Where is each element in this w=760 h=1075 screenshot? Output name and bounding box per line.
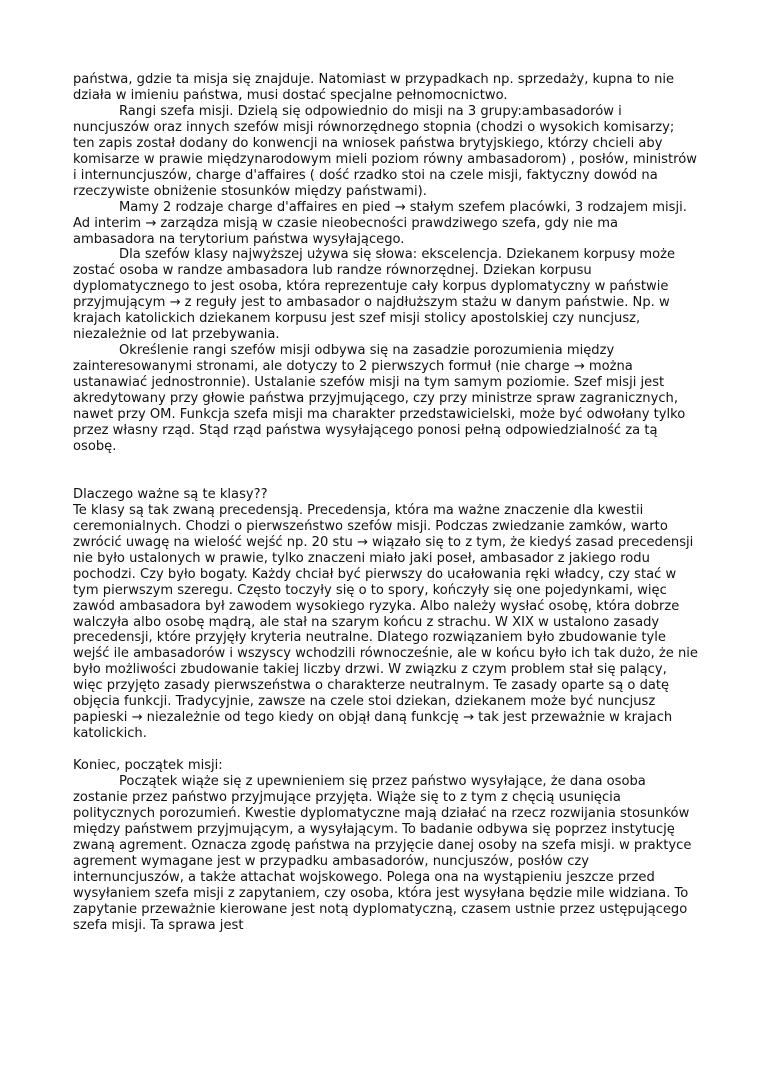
section-spacer: [73, 742, 698, 758]
paragraph-continuation: państwa, gdzie ta misja się znajduje. Natomiast w przypadkach np. sprzedaży, kupna to nie działa w imieniu państwa, musi dostać specjalne pełnomocnictwo.: [73, 72, 675, 103]
document-body: [73, 72, 698, 934]
paragraph-charge-daffaires: Mamy 2 rodzaje charge d'affaires en pied → stałym szefem placówki, 3 rodzajem misji. Ad interim → zarządza misją w czasie nieobecności prawdziwego szefa, gdy nie ma ambasadora na terytorium państwa wysyłającego.: [73, 199, 687, 247]
section-spacer: [73, 455, 698, 487]
section-heading-classes: Dlaczego ważne są te klasy??: [73, 486, 268, 502]
paragraph-rank-determination: Określenie rangi szefów misji odbywa się na zasadzie porozumienia między zainteresowanymi stronami, ale dotyczy to 2 pierwszych formuł (nie charge → można ustanawiać jednostronnie). Ustalanie szefów misji na tym samym poziomie. Szef misji jest akredytowany przy głowie państwa przyjmującego, czy przy ministrze spraw zagranicznych, nawet przy OM. Funkcja szefa misji ma charakter przedstawicielski, może być odwołany tylko przez własny rząd. Stąd rząd państwa wysyłającego ponosi pełną odpowiedzialność za tą osobę.: [73, 343, 686, 454]
paragraph-mission-ranks: Rangi szefa misji. Dzielą się odpowiednio do misji na 3 grupy:ambasadorów i nuncjuszów oraz innych szefów misji równorzędnego stopnia (chodzi o wysokich komisarzy; ten zapis został dodany do konwencji na wniosek państwa brytyjskiego, którzy chcieli aby komisarze w prawie międzynarodowym mieli poziom równy ambasadorom) , posłów, ministrów i internuncjuszów, charge d'affaires ( dość rzadko stoi na czele misji, faktyczny dowód na rzeczywiste obniżenie stosunków między państwami).: [73, 103, 697, 199]
paragraph-excellency-dean: Dla szefów klasy najwyższej używa się słowa: ekscelencja. Dziekanem korpusy może zostać osoba w randze ambasadora lub randze równorzędnej. Dziekan korpusu dyplomatycznego to jest osoba, która reprezentuje cały korpus dyplomatyczny w państwie przyjmującym → z reguły jest to ambasador o najdłuższym stażu w danym państwie. Np. w krajach katolickich dziekanem korpusu jest szef misji stolicy apostolskiej czy nuncjusz, niezależnie od lat przebywania.: [73, 247, 676, 343]
paragraph-precedence: Te klasy są tak zwaną precedensją. Precedensja, która ma ważne znaczenie dla kwestii ceremonialnych. Chodzi o pierwszeństwo szefów misji. Podczas zwiedzanie zamków, warto zwrócić uwagę na wielość wejść np. 20 stu → wiązało się to z tym, że kiedyś zasad precedensji nie było ustalonych w prawie, tylko znaczeni miało jaki poseł, ambasador z jakiego rodu pochodzi. Czy było bogaty. Każdy chciał być pierwszy do ucałowania ręki władcy, czy stać w tym pierwszym szeregu. Często toczyły się o to spory, kończyły się one pojedynkami, więc zawód ambasadora był zawodem wysokiego ryzyka. Albo należy wysłać osobę, która dobrze walczyła albo osobę mądrą, ale stał na szarym końcu z strachu. W XIX w ustalono zasady precedensji, które przyjęły kryteria neutralne. Dlatego rozwiązaniem było zbudowanie tyle wejść ile ambasadorów i wszyscy wchodzili równocześnie, ale w końcu było ich tak dużo, że nie było możliwości zbudowanie takiej liczby drzwi. W związku z czym problem stał się palący, więc przyjęto zasady pierwszeństwa o charakterze neutralnym. Te zasady oparte są o datę objęcia funkcji. Tradycyjnie, zawsze na czele stoi dziekan, dziekanem może być nuncjusz papieski → niezależnie od tego kiedy on objął daną funkcję → tak jest przeważnie w krajach katolickich.: [73, 502, 698, 742]
section-heading-mission-start-end: Koniec, początek misji:: [73, 758, 223, 774]
paragraph-agrement: Początek wiąże się z upewnieniem się przez państwo wysyłające, że dana osoba zostanie przez państwo przyjmujące przyjęta. Wiąże się to z tym z chęcią usunięcia politycznych porozumień. Kwestie dyplomatyczne mają działać na rzecz rozwijania stosunków między państwem przyjmującym, a wysyłającym. To badanie odbywa się poprzez instytucję zwaną agrement. Oznacza zgodę państwa na przyjęcie danej osoby na szefa misji. w praktyce agrement wymagane jest w przypadku ambasadorów, nuncjuszów, posłów czy internuncjuszów, a także attachat wojskowego. Polega ona na wystąpieniu jeszcze przed wysyłaniem szefa misji z zapytaniem, czy osoba, która jest wysyłana będzie mile widziana. To zapytanie przeważnie kierowane jest notą dyplomatyczną, czasem ustnie przez ustępującego szefa misji. Ta sprawa jest: [73, 774, 692, 933]
